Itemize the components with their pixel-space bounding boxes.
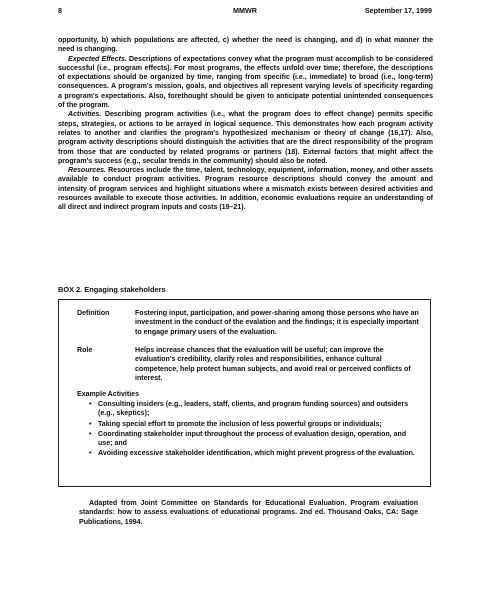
page-header	[58, 6, 432, 18]
definition-label: Definition	[77, 310, 110, 317]
definition-text: Fostering input, participation, and power-sharing among those persons who have an investment in the conduct of the evalation and the findings; it is especially important to engage primary users of the evaluation.	[135, 310, 419, 336]
page-number: 8	[58, 6, 62, 15]
bullet-icon: •	[89, 401, 92, 408]
issue-date: September 17, 1999	[364, 6, 432, 15]
list-item-text: Avoiding excessive stakeholder identification, which might prevent progress of the evaluation.	[98, 450, 415, 458]
lead-activities: Activities.	[68, 111, 102, 119]
paragraph-resources	[58, 166, 433, 212]
text-activities: Describing program activities (i.e., what the program does to effect change) permits specific steps, strategies, or actions to be arrayed in logical sequence. This demonstrates how each program activity relates to another and clarifies the program's hypothesized mechanism or theory of change (16,17). Also, program activity descriptions should distinguish the activities that are the direct responsibility of the program from those that are conducted by related programs or partners (18). External factors that might affect the program's success (e.g., secular trends in the community) should also be noted.	[58, 111, 433, 165]
list-item-text: Coordinating stakeholder input throughout the process of evaluation design, operation, and use; and	[98, 430, 407, 448]
role-label: Role	[77, 347, 93, 354]
list-item	[89, 449, 418, 458]
paragraph-needs-continued: opportunity, b) which populations are affected, c) whether the need is changing, and d) in what manner the need is changing.	[58, 37, 433, 54]
lead-expected-effects: Expected Effects.	[68, 55, 127, 63]
example-activities-label: Example Activities	[77, 391, 140, 398]
box-title: BOX 2. Engaging stakeholders	[58, 285, 166, 294]
body-text	[58, 36, 433, 213]
list-item	[89, 420, 418, 429]
list-item-text: Consulting insiders (e.g., leaders, staff, clients, and program funding sources) and outsiders (e.g., skeptics);	[98, 401, 409, 418]
box-source-note: Adapted from Joint Committee on Standards for Educational Evaluation. Program evaluation standards: how to assess evaluations of educational programs. 2nd ed. Thousand Oaks, CA: Sage Publications, 1994.	[79, 500, 418, 526]
list-item	[89, 430, 418, 449]
example-activities-list	[89, 400, 418, 460]
stakeholders-box	[58, 299, 431, 526]
list-item-text: Taking special effort to promote the inclusion of less powerful groups or individuals;	[98, 420, 382, 428]
paragraph-expected-effects	[58, 55, 433, 111]
text-expected-effects: Descriptions of expectations convey what the program must accomplish to be considered successful (i.e., program effects). For most programs, the effects unfold over time; therefore, the descriptions of expectations should be organized by time, ranging from specific (i.e., immediate) to broad (i.e., long-term) consequences. A program's mission, goals, and objectives all represent varying levels of specificity regarding a program's expectations. Also, forethought should be given to anticipate potential unintended consequences of the program.	[58, 55, 433, 110]
role-text: Helps increase chances that the evaluation will be useful; can improve the evaluation's credibility, clarify roles and responsibilities, enhance cultural competence, help protect human subjects, and avoid real or perceived conflicts of interest.	[135, 347, 411, 382]
lead-resources: Resources.	[68, 167, 106, 175]
paragraph-activities	[58, 110, 433, 166]
bullet-icon: •	[89, 430, 92, 438]
bullet-icon: •	[89, 420, 92, 428]
journal-name: MMWR	[233, 6, 257, 15]
list-item	[89, 400, 418, 419]
bullet-icon: •	[89, 450, 92, 458]
text-resources: Resources include the time, talent, technology, equipment, information, money, and other assets available to conduct program activities. Program resource descriptions should convey the amount and intensity of program services and highlight situations where a mismatch exists between desired activities and resources available to execute those activities. In addition, economic evaluations require an understanding of all direct and indirect program inputs and costs (19–21).	[58, 167, 433, 212]
